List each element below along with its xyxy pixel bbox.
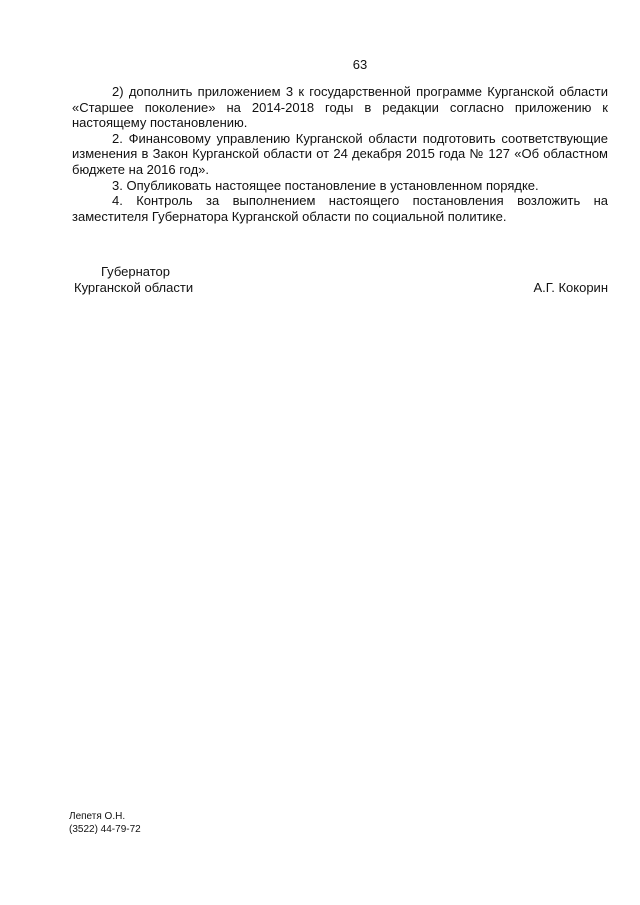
executor-name: Лепетя О.Н. bbox=[69, 811, 126, 822]
signatory-title-line1: Губернатор bbox=[101, 264, 170, 279]
executor-info bbox=[69, 810, 141, 836]
paragraph-finance-directive: 2. Финансовому управлению Курганской области подготовить соответствующие изменения в Закон Курганской области от 24 декабря 2015 года № 127 «Об областном бюджете на 2016 год». bbox=[72, 130, 608, 177]
signatory-title bbox=[74, 264, 193, 295]
signatory-title-line2: Курганской области bbox=[74, 279, 194, 295]
paragraph-item-2-addition: 2) дополнить приложением 3 к государственной программе Курганской области «Старшее поколение» на 2014-2018 годы в редакции согласно приложению к настоящему постановлению. bbox=[72, 84, 608, 131]
executor-phone: (3522) 44-79-72 bbox=[69, 824, 141, 835]
paragraph-publish-directive: 3. Опубликовать настоящее постановление в установленном порядке. bbox=[112, 177, 539, 193]
signatory-name: А.Г. Кокорин bbox=[533, 280, 608, 295]
document-body bbox=[72, 84, 608, 224]
page-number: 63 bbox=[352, 57, 368, 72]
paragraph-control-directive: 4. Контроль за выполнением настоящего постановления возложить на заместителя Губернатора Курганской области по социальной политике. bbox=[72, 193, 608, 224]
